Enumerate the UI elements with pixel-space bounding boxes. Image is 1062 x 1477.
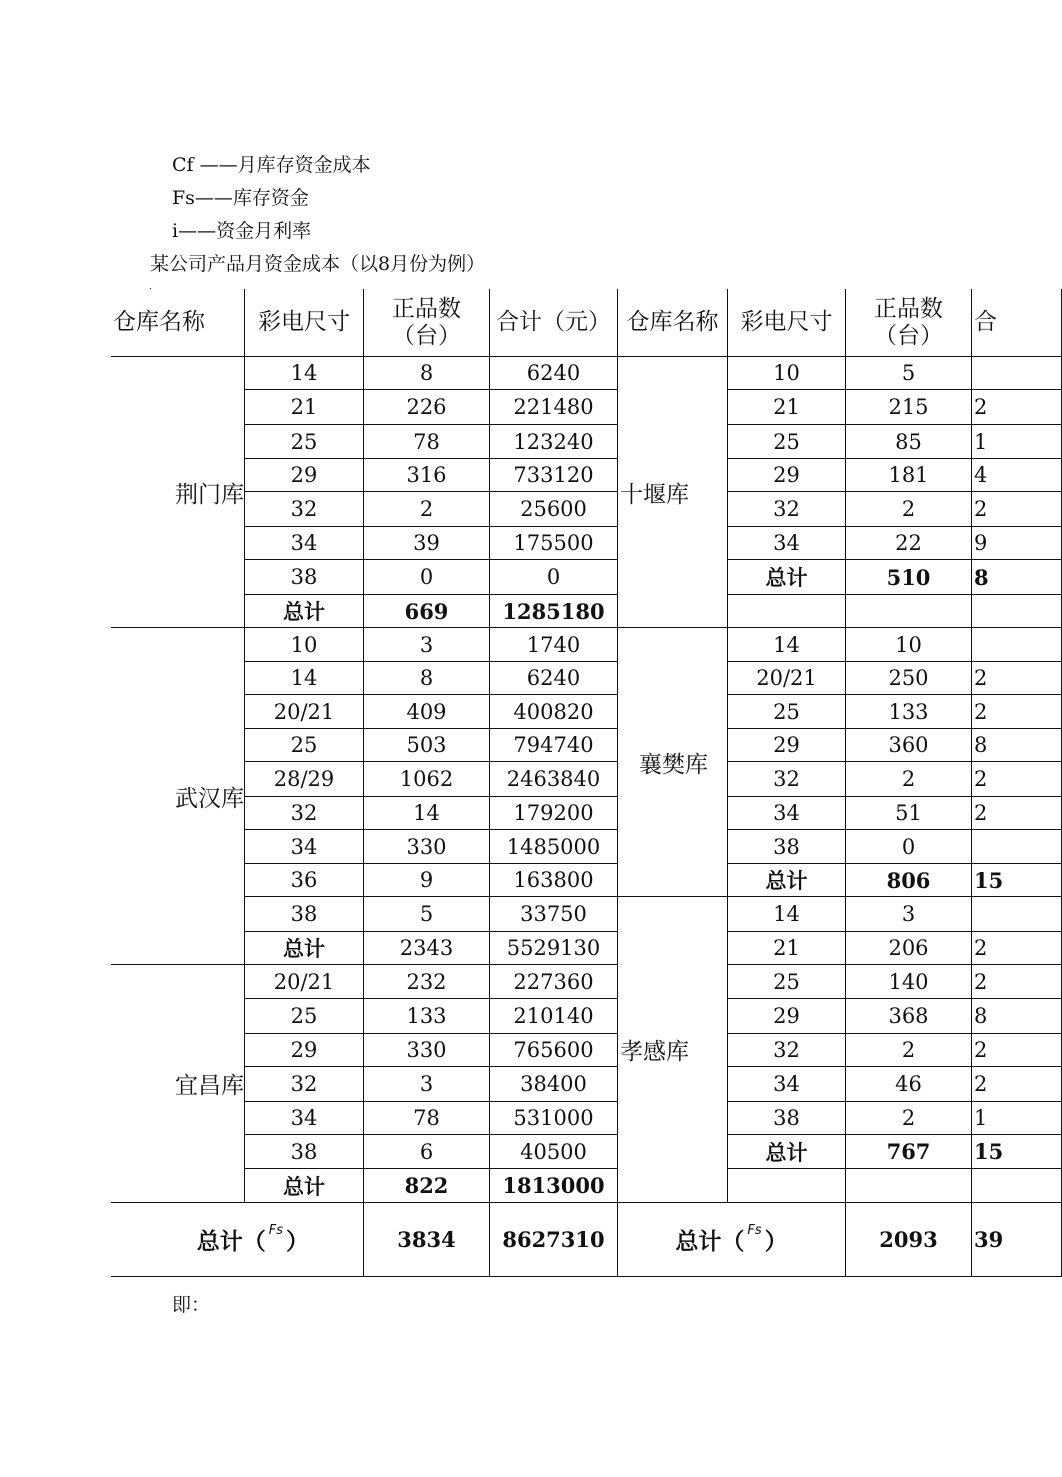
right-size-cell: 34 [728,797,846,830]
left-amount-cell: 794740 [490,729,618,762]
left-count-cell: 3 [364,1067,490,1102]
right-amount-cell: 1 [972,1102,1062,1135]
right-size-cell: 34 [728,527,846,560]
right-amount-cell [972,357,1062,390]
right-size-cell: 14 [728,897,846,932]
left-count-cell: 39 [364,527,490,560]
right-count-cell: 215 [846,390,972,425]
right-count-cell: 2 [846,1034,972,1067]
left-amount-cell: 1813000 [490,1169,618,1203]
header-size-right: 彩电尺寸 [728,289,846,357]
right-size-cell: 32 [728,1034,846,1067]
left-count-cell: 669 [364,595,490,628]
left-amount-cell: 33750 [490,897,618,932]
right-count-cell: 46 [846,1067,972,1102]
right-size-cell [728,595,846,628]
right-count-cell [846,1169,972,1203]
header-total-left: 合计（元） [490,289,618,357]
capital-cost-table-viewport [113,288,1005,1280]
right-amount-cell: 2 [972,492,1062,527]
left-amount-cell: 40500 [490,1135,618,1169]
left-size-cell: 21 [245,390,364,425]
grand-total-right-count: 2093 [846,1203,972,1277]
right-amount-cell [972,595,1062,628]
warehouse-left-0: 荆门库 [111,357,245,628]
left-amount-cell: 765600 [490,1034,618,1067]
capital-cost-table [113,288,1004,1255]
left-amount-cell: 1740 [490,628,618,662]
right-amount-cell [972,830,1062,864]
grand-total-right-amount: 39 [972,1203,1062,1277]
right-size-cell: 29 [728,999,846,1034]
left-size-cell: 20/21 [245,695,364,729]
right-amount-cell: 2 [972,662,1062,695]
left-size-cell: 38 [245,897,364,932]
left-count-cell: 8 [364,357,490,390]
left-size-cell: 34 [245,830,364,864]
right-size-cell: 10 [728,357,846,390]
right-amount-cell: 2 [972,1034,1062,1067]
right-count-cell [846,595,972,628]
left-count-cell: 409 [364,695,490,729]
right-size-cell: 总计 [728,864,846,897]
left-size-cell: 14 [245,662,364,695]
left-size-cell: 总计 [245,1169,364,1203]
right-amount-cell: 2 [972,1067,1062,1102]
left-count-cell: 14 [364,797,490,830]
grand-total-label: 总计（ [196,1229,266,1255]
right-size-cell: 38 [728,830,846,864]
fs-symbol: Fs [268,1223,283,1238]
right-amount-cell: 2 [972,932,1062,965]
left-amount-cell: 6240 [490,662,618,695]
grand-total-left-count: 3834 [364,1203,490,1277]
warehouse-right-2: 孝感库 [618,897,728,1203]
right-amount-cell: 8 [972,999,1062,1034]
left-count-cell: 6 [364,1135,490,1169]
left-amount-cell: 400820 [490,695,618,729]
header-count-left: 正品数（台） [364,289,490,357]
right-size-cell: 25 [728,695,846,729]
left-count-cell: 78 [364,425,490,459]
right-count-cell: 51 [846,797,972,830]
warehouse-right-0: 十堰库 [618,357,728,628]
right-amount-cell: 8 [972,560,1062,595]
fs-symbol: Fs [747,1223,762,1238]
left-size-cell: 25 [245,425,364,459]
grand-total-left-amount: 8627310 [490,1203,618,1277]
left-size-cell: 14 [245,357,364,390]
right-amount-cell: 15 [972,864,1062,897]
right-count-cell: 250 [846,662,972,695]
left-size-cell: 32 [245,1067,364,1102]
footer-text: 即： [172,1294,211,1316]
left-size-cell: 总计 [245,932,364,965]
grand-total-close: ） [286,1229,309,1255]
left-amount-cell: 0 [490,560,618,595]
right-size-cell: 25 [728,965,846,999]
left-amount-cell: 25600 [490,492,618,527]
left-amount-cell: 221480 [490,390,618,425]
right-size-cell: 总计 [728,560,846,595]
left-size-cell: 总计 [245,595,364,628]
right-amount-cell: 2 [972,797,1062,830]
left-size-cell: 10 [245,628,364,662]
left-amount-cell: 210140 [490,999,618,1034]
left-count-cell: 232 [364,965,490,999]
left-amount-cell: 1485000 [490,830,618,864]
left-count-cell: 78 [364,1102,490,1135]
right-count-cell: 133 [846,695,972,729]
right-count-cell: 2 [846,492,972,527]
left-count-cell: 5 [364,897,490,932]
left-amount-cell: 1285180 [490,595,618,628]
left-count-cell: 0 [364,560,490,595]
definition-fs: Fs——库存资金 [172,187,309,209]
right-count-cell: 806 [846,864,972,897]
right-amount-cell: 2 [972,390,1062,425]
left-amount-cell: 2463840 [490,762,618,797]
right-amount-cell: 1 [972,425,1062,459]
right-count-cell: 140 [846,965,972,999]
right-size-cell: 32 [728,762,846,797]
left-amount-cell: 123240 [490,425,618,459]
right-size-cell: 25 [728,425,846,459]
left-size-cell: 38 [245,560,364,595]
left-count-cell: 226 [364,390,490,425]
right-amount-cell: 2 [972,965,1062,999]
definition-cf: Cf ——月库存资金成本 [172,154,371,176]
right-size-cell: 21 [728,390,846,425]
right-amount-cell [972,1169,1062,1203]
left-amount-cell: 227360 [490,965,618,999]
left-size-cell: 29 [245,1034,364,1067]
left-count-cell: 330 [364,1034,490,1067]
right-amount-cell: 4 [972,459,1062,492]
left-size-cell: 28/29 [245,762,364,797]
warehouse-left-2: 宜昌库 [111,965,245,1203]
warehouse-left-1: 武汉库 [111,628,245,965]
left-size-cell: 36 [245,864,364,897]
left-count-cell: 2 [364,492,490,527]
table-caption: 某公司产品月资金成本（以8月份为例） [150,253,486,275]
right-count-cell: 3 [846,897,972,932]
right-size-cell: 34 [728,1067,846,1102]
right-amount-cell: 8 [972,729,1062,762]
definition-i: i——资金月利率 [172,220,312,242]
right-amount-cell [972,628,1062,662]
left-size-cell: 38 [245,1135,364,1169]
right-amount-cell: 2 [972,695,1062,729]
right-size-cell: 21 [728,932,846,965]
right-count-cell: 368 [846,999,972,1034]
left-count-cell: 316 [364,459,490,492]
left-size-cell: 25 [245,729,364,762]
header-size-left: 彩电尺寸 [245,289,364,357]
header-warehouse-left: 仓库名称 [111,289,245,357]
right-size-cell: 29 [728,729,846,762]
right-size-cell: 总计 [728,1135,846,1169]
right-count-cell: 767 [846,1135,972,1169]
grand-total-close: ） [764,1229,788,1255]
right-size-cell: 32 [728,492,846,527]
left-count-cell: 330 [364,830,490,864]
left-count-cell: 9 [364,864,490,897]
right-count-cell: 10 [846,628,972,662]
left-size-cell: 34 [245,1102,364,1135]
left-size-cell: 25 [245,999,364,1034]
left-amount-cell: 6240 [490,357,618,390]
header-warehouse-right: 仓库名称 [618,289,728,357]
right-size-cell [728,1169,846,1203]
left-amount-cell: 531000 [490,1102,618,1135]
left-amount-cell: 163800 [490,864,618,897]
left-count-cell: 503 [364,729,490,762]
right-count-cell: 5 [846,357,972,390]
right-size-cell: 14 [728,628,846,662]
header-count-right: 正品数（台） [846,289,972,357]
left-count-cell: 133 [364,999,490,1034]
warehouse-right-1: 襄樊库 [618,628,728,897]
left-count-cell: 822 [364,1169,490,1203]
left-size-cell: 32 [245,797,364,830]
right-count-cell: 2 [846,1102,972,1135]
right-size-cell: 20/21 [728,662,846,695]
right-count-cell: 181 [846,459,972,492]
right-count-cell: 2 [846,762,972,797]
right-size-cell: 29 [728,459,846,492]
left-amount-cell: 733120 [490,459,618,492]
left-size-cell: 20/21 [245,965,364,999]
right-amount-cell [972,897,1062,932]
right-amount-cell: 9 [972,527,1062,560]
left-size-cell: 32 [245,492,364,527]
left-size-cell: 34 [245,527,364,560]
right-count-cell: 206 [846,932,972,965]
right-count-cell: 22 [846,527,972,560]
grand-total-left-label [111,1203,364,1277]
left-count-cell: 2343 [364,932,490,965]
left-count-cell: 3 [364,628,490,662]
grand-total-right-label [618,1203,846,1277]
right-count-cell: 0 [846,830,972,864]
right-amount-cell: 15 [972,1135,1062,1169]
grand-total-label: 总计（ [675,1229,745,1255]
left-count-cell: 1062 [364,762,490,797]
left-amount-cell: 38400 [490,1067,618,1102]
right-count-cell: 510 [846,560,972,595]
right-amount-cell: 2 [972,762,1062,797]
right-count-cell: 85 [846,425,972,459]
right-size-cell: 38 [728,1102,846,1135]
right-count-cell: 360 [846,729,972,762]
header-total-right: 合 [972,289,1062,357]
left-size-cell: 29 [245,459,364,492]
left-amount-cell: 175500 [490,527,618,560]
left-amount-cell: 5529130 [490,932,618,965]
left-count-cell: 8 [364,662,490,695]
left-amount-cell: 179200 [490,797,618,830]
